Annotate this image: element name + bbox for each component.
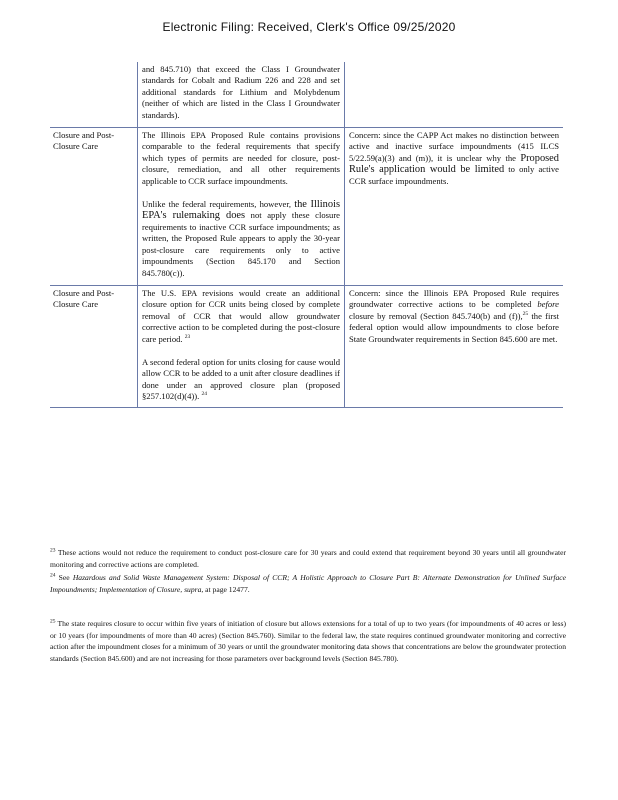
text-run: Unlike the federal requirements, however,	[142, 199, 295, 210]
text-run: to only active CCR surface impoundments.	[349, 164, 559, 186]
table-cell-topic	[50, 128, 138, 286]
provision-text-continued	[142, 357, 340, 403]
page-header: Electronic Filing: Received, Clerk's Office 09/25/2020	[162, 20, 456, 34]
topic-label: Closure and Post-Closure Care	[53, 287, 115, 310]
table-cell-provision	[138, 62, 345, 128]
footnote-23	[50, 547, 566, 570]
table-row	[50, 62, 563, 128]
text-run: closure by removal (Section 845.740(b) and (f)),	[349, 310, 523, 321]
provision-text-continued	[142, 199, 340, 279]
text-run: Concern: since the CAPP Act makes no distinction between active and inactive surface impoundments (415 ILCS 5/22.59(a)(3) and (m)), it is unclear why the	[349, 130, 559, 163]
footnote-ref: 23	[184, 333, 191, 340]
comparison-table	[50, 62, 563, 408]
table-row	[50, 128, 563, 286]
footnote-number: 23	[50, 547, 56, 554]
concern-text	[349, 130, 559, 187]
text-run: the first federal option would allow impoundments to close before State Groundwater requirements in Section 845.600 are met.	[349, 310, 559, 344]
text-run: not apply these closure requirements to inactive CCR surface impoundments; as written, the Proposed Rule appears to apply the 30-year post-closure care requirements only to active impoundments (Section 845.170 and Section 845.780(c)).	[142, 210, 340, 278]
table-cell-concern	[345, 62, 564, 128]
provision-text	[142, 288, 340, 345]
text-run: Concern: since the Illinois EPA Proposed Rule requires groundwater corrective actions to be completed	[349, 287, 559, 310]
table-cell-provision	[138, 285, 345, 406]
table-cell-concern	[345, 128, 564, 286]
provision-text: The Illinois EPA Proposed Rule contains provisions comparable to the federal requirements that specify which types of permits are needed for closure, post-closure, remediation, and all other requirements applicable to CCR surface impoundments.	[142, 130, 340, 186]
footnote-text: These actions would not reduce the requirement to conduct post-closure care for 30 years and could extend that requirement beyond 30 years until all groundwater monitoring and corrective actions are completed.	[50, 548, 566, 569]
footnote-citation: Hazardous and Solid Waste Management System: Disposal of CCR; A Holistic Approach to Closure Part B: Alternate Demonstration for Unlined Surface Impoundments; Implementation of Closure, supra	[50, 573, 566, 594]
topic-label: Closure and Post-Closure Care	[53, 130, 115, 152]
footnote-25	[50, 618, 566, 664]
footnote-number: 24	[50, 572, 56, 579]
text-run-large: the Illinois EPA's rulemaking does	[142, 199, 340, 222]
footnote-ref: 25	[522, 310, 529, 317]
footnote-text: See	[58, 573, 73, 582]
table-cell-provision	[138, 128, 345, 286]
footnote-text: The state requires closure to occur within five years of initiation of closure but allows extensions for a total of up to two years (for impoundments of 40 acres or less) or 10 years (for impoundments of more than 40 acres) (Section 845.760). Similar to the federal law, the state requires continued groundwater monitoring and corrective action after the impoundment closes for a minimum of 30 years or until the groundwater monitoring data shows that concentrations are below the groundwater protection standards (Section 845.600) and are not increasing for those parameters over background levels (Section 845.780).	[50, 619, 566, 663]
text-run: The U.S. EPA revisions would create an additional closure option for CCR units being closed by complete removal of CCR that would allow groundwater corrective action to be completed during the post-closure care period.	[142, 287, 340, 344]
footnote-ref: 24	[201, 391, 207, 398]
footnote-text: , at page 12477.	[201, 584, 250, 594]
table-cell-topic	[50, 285, 138, 406]
text-run-large: Proposed Rule's application would be limited	[349, 152, 559, 176]
text-run: A second federal option for units closing for cause would allow CCR to be added to a unit after closure deadlines if done under an approved closure plan (proposed §257.102(d)(4)).	[142, 356, 340, 402]
table-row	[50, 285, 563, 406]
concern-text	[349, 288, 559, 345]
provision-text: and 845.710) that exceed the Class I Groundwater standards for Cobalt and Radium 226 and 228 and set additional standards for Lithium and Molybdenum (neither of which are listed in the Class I Groundwater standards).	[142, 64, 340, 120]
footnote-24	[50, 572, 566, 595]
footnote-number: 25	[50, 618, 56, 625]
text-run-italic: before	[537, 299, 559, 310]
table-bottom-border	[50, 407, 563, 408]
table-cell-concern	[345, 285, 564, 406]
table-cell-topic	[50, 62, 138, 128]
